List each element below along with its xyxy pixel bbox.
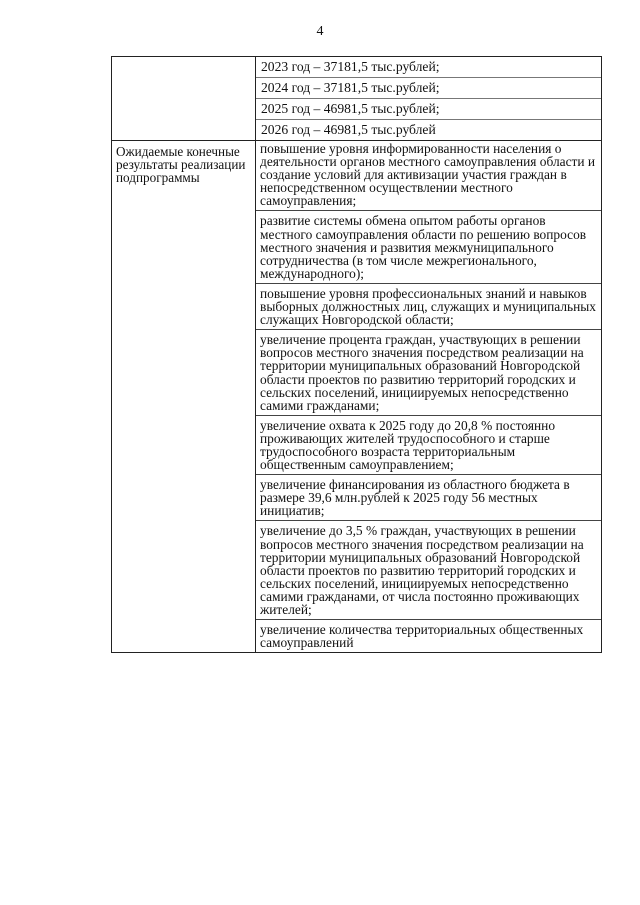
result-item: увеличение охвата к 2025 году до 20,8 % постоянно проживающих жителей трудоспособного и старше трудоспособного возраста территориальным общественным самоуправлением; xyxy=(256,415,601,474)
budget-year-2026: 2026 год – 46981,5 тыс.рублей xyxy=(256,119,601,140)
budget-year-2025: 2025 год – 46981,5 тыс.рублей; xyxy=(256,98,601,119)
budget-year-2023: 2023 год – 37181,5 тыс.рублей; xyxy=(261,59,440,74)
budget-row xyxy=(112,57,601,140)
page-number: 4 xyxy=(316,24,324,39)
result-item: развитие системы обмена опытом работы органов местного самоуправления области по решению вопросов местного значения и развития межмуниципального сотрудничества (в том числе межрегионального, международного); xyxy=(256,210,601,282)
results-row xyxy=(112,140,601,652)
results-cell xyxy=(256,141,601,652)
budget-label-cell xyxy=(112,57,256,140)
result-item: увеличение процента граждан, участвующих в решении вопросов местного значения посредством реализации на территории муниципальных образований Новгородской области проектов по развитию территорий городских и сельских поселений, инициируемых непосредственно самими гражданами; xyxy=(256,329,601,415)
result-item: повышение уровня профессиональных знаний и навыков выборных должностных лиц, служащих и муниципальных служащих Новгородской области; xyxy=(256,283,601,329)
budget-values-cell xyxy=(256,57,601,140)
result-item: увеличение финансирования из областного бюджета в размере 39,6 млн.рублей к 2025 году 56 местных инициатив; xyxy=(256,474,601,520)
budget-year-2024: 2024 год – 37181,5 тыс.рублей; xyxy=(256,77,601,98)
subprogram-table xyxy=(111,56,602,653)
result-item: увеличение до 3,5 % граждан, участвующих в решении вопросов местного значения посредством реализации на территории муниципальных образований Новгородской области проектов по развитию территорий городских и сельских поселений, инициируемых непосредственно самими гражданами, от числа постоянно проживающих жителей; xyxy=(256,520,601,619)
result-item: увеличение количества территориальных общественных самоуправлений xyxy=(256,619,601,652)
results-label: Ожидаемые конечные результаты реализации подпрограммы xyxy=(112,141,256,652)
result-item: повышение уровня информированности населения о деятельности органов местного самоуправления области и создание условий для активизации участия граждан в непосредственном осуществлении местного самоуправления; xyxy=(260,141,596,209)
